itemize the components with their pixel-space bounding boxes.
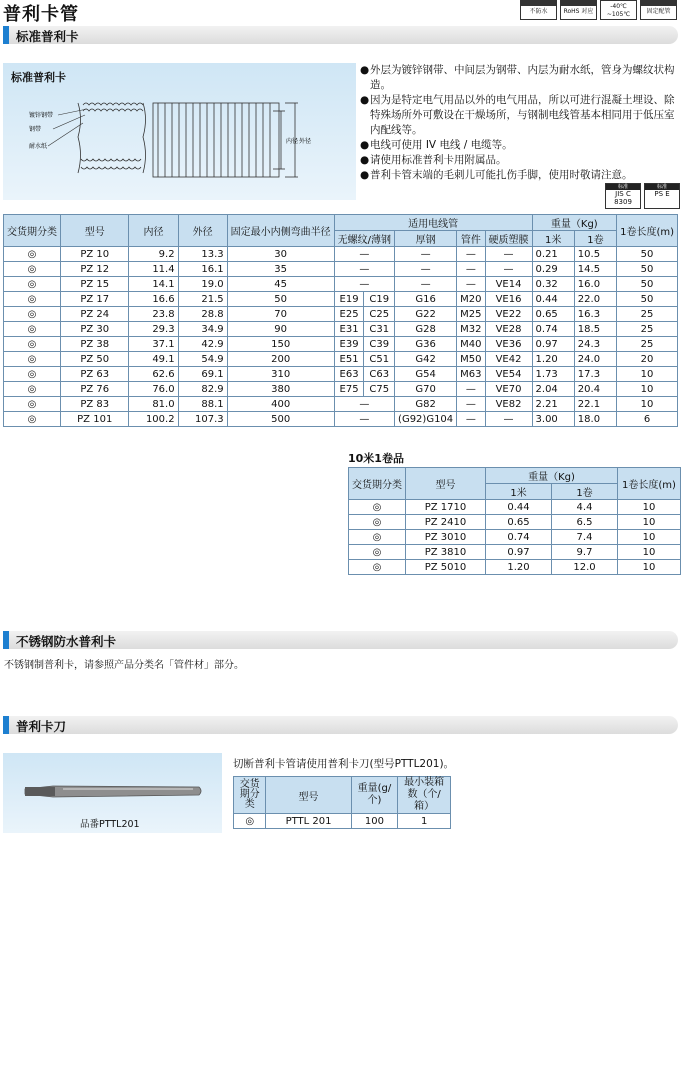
table-row xyxy=(4,247,678,262)
cell-inner: 9.2 xyxy=(129,247,178,262)
temperature-badge: -40℃ ~105℃ xyxy=(600,0,637,20)
note-item: ● 因为是特定电气用品以外的电气用品，所以可进行混凝土埋设、除特殊场所外可敷设在干燥场所，与钢制电线管基本相同用于低压室内配线等。 xyxy=(360,94,675,136)
cell-b: C31 xyxy=(364,322,395,337)
cell-radius: 380 xyxy=(227,382,334,397)
cell-a: — xyxy=(334,247,394,262)
cell-mark: ◎ xyxy=(349,560,406,575)
cell-wr: 12.0 xyxy=(552,560,618,575)
cell-mark: ◎ xyxy=(4,337,61,352)
cell-len: 50 xyxy=(617,277,678,292)
cell-w1: 0.32 xyxy=(532,277,574,292)
cell-len: 25 xyxy=(617,337,678,352)
cell-wr: 16.0 xyxy=(574,277,616,292)
cell-model: PZ 3010 xyxy=(406,530,486,545)
cutter-caption: 品番PTTL201 xyxy=(80,819,140,830)
cell-fitting: — xyxy=(457,412,485,427)
cell-model: PZ 83 xyxy=(61,397,129,412)
cutter-table: 交货期分类 型号 重量(g/个) 最小装箱数（个/箱） ◎ PTTL 201 100 1 xyxy=(233,776,451,829)
cell-pvc: — xyxy=(485,412,532,427)
cell-outer: 13.3 xyxy=(178,247,227,262)
cell-mark: ◎ xyxy=(4,292,61,307)
section-header-standard: 标准普利卡 xyxy=(3,26,678,44)
cell-radius: 500 xyxy=(227,412,334,427)
table-row xyxy=(349,500,681,515)
cell-outer: 88.1 xyxy=(178,397,227,412)
cell-w1: 0.97 xyxy=(532,337,574,352)
cell-w1: 0.74 xyxy=(486,530,552,545)
cell-wr: 14.5 xyxy=(574,262,616,277)
cell-radius: 45 xyxy=(227,277,334,292)
cell-outer: 54.9 xyxy=(178,352,227,367)
cell-radius: 400 xyxy=(227,397,334,412)
cell-w1: 0.97 xyxy=(486,545,552,560)
cell-w1: 2.04 xyxy=(532,382,574,397)
cell-mark: ◎ xyxy=(4,352,61,367)
label-inner-diameter: 内径 xyxy=(286,138,299,145)
cell-outer: 107.3 xyxy=(178,412,227,427)
cell-w1: 0.29 xyxy=(532,262,574,277)
page-title: 普利卡管 xyxy=(3,4,79,25)
cell-len: 10 xyxy=(618,500,681,515)
jis-badge: 标准 JIS C 8309 xyxy=(605,183,641,209)
cell-wr: 20.4 xyxy=(574,382,616,397)
cell-w1: 0.44 xyxy=(532,292,574,307)
cell-pvc: VE42 xyxy=(485,352,532,367)
cell-len: 10 xyxy=(618,545,681,560)
cell-a: E39 xyxy=(334,337,364,352)
label-galvanized-strip: 镀锌钢带 xyxy=(29,112,54,119)
cell-wr: 24.3 xyxy=(574,337,616,352)
cell-a: E63 xyxy=(334,367,364,382)
table-row xyxy=(349,515,681,530)
feature-notes xyxy=(360,63,680,183)
cell-w1: 0.74 xyxy=(532,322,574,337)
cell-a: E19 xyxy=(334,292,364,307)
cell-w1: 3.00 xyxy=(532,412,574,427)
cell-b: C51 xyxy=(364,352,395,367)
cell-inner: 100.2 xyxy=(129,412,178,427)
cell-pvc: — xyxy=(485,247,532,262)
cell-len: 50 xyxy=(617,262,678,277)
cell-wr: 4.4 xyxy=(552,500,618,515)
cell-fitting: — xyxy=(457,247,485,262)
cell-inner: 23.8 xyxy=(129,307,178,322)
cell-a: E75 xyxy=(334,382,364,397)
label-steel-strip: 钢带 xyxy=(29,126,42,133)
figure-caption: 标准普利卡 xyxy=(11,71,66,84)
cell-b: C25 xyxy=(364,307,395,322)
cell-thick: G54 xyxy=(395,367,457,382)
cell-wr: 9.7 xyxy=(552,545,618,560)
cell-mark: ◎ xyxy=(4,382,61,397)
cell-model: PZ 30 xyxy=(61,322,129,337)
cell-outer: 34.9 xyxy=(178,322,227,337)
cell-thick: G36 xyxy=(395,337,457,352)
cell-outer: 19.0 xyxy=(178,277,227,292)
cell-a: E51 xyxy=(334,352,364,367)
roll-table-caption: 10米1卷品 xyxy=(348,452,404,465)
cell-radius: 90 xyxy=(227,322,334,337)
cell-w1: 0.65 xyxy=(532,307,574,322)
cell-mark: ◎ xyxy=(4,322,61,337)
cell-len: 25 xyxy=(617,322,678,337)
cell-radius: 200 xyxy=(227,352,334,367)
cell-radius: 50 xyxy=(227,292,334,307)
cell-w1: 1.20 xyxy=(486,560,552,575)
cell-len: 10 xyxy=(618,515,681,530)
table-row xyxy=(4,397,678,412)
cell-thick: G22 xyxy=(395,307,457,322)
table-row xyxy=(4,277,678,292)
cell-thick: G70 xyxy=(395,382,457,397)
cell-fitting: — xyxy=(457,382,485,397)
cell-mark: ◎ xyxy=(4,277,61,292)
cell-mark: ◎ xyxy=(4,307,61,322)
cell-w1: 0.44 xyxy=(486,500,552,515)
cell-model: PZ 76 xyxy=(61,382,129,397)
cell-radius: 310 xyxy=(227,367,334,382)
cell-radius: 150 xyxy=(227,337,334,352)
cell-mark: ◎ xyxy=(4,262,61,277)
cell-model: PZ 38 xyxy=(61,337,129,352)
cell-model: PZ 5010 xyxy=(406,560,486,575)
cell-a: — xyxy=(334,277,394,292)
table-row xyxy=(4,262,678,277)
cell-outer: 16.1 xyxy=(178,262,227,277)
table-row xyxy=(4,352,678,367)
table-row xyxy=(4,382,678,397)
cell-w1: 0.21 xyxy=(532,247,574,262)
cell-pvc: VE36 xyxy=(485,337,532,352)
cell-mark: ◎ xyxy=(4,367,61,382)
table-row xyxy=(349,560,681,575)
cell-fitting: M40 xyxy=(457,337,485,352)
note-item: ● 电线可使用 IV 电线 / 电缆等。 xyxy=(360,139,513,151)
cell-mark: ◎ xyxy=(4,397,61,412)
cell-inner: 81.0 xyxy=(129,397,178,412)
cell-a: E31 xyxy=(334,322,364,337)
pse-badge: 标准 PS E xyxy=(644,183,680,209)
cell-inner: 37.1 xyxy=(129,337,178,352)
cell-outer: 28.8 xyxy=(178,307,227,322)
cell-thick: G16 xyxy=(395,292,457,307)
table-row xyxy=(4,307,678,322)
cell-thick: (G92)G104 xyxy=(395,412,457,427)
cell-mark: ◎ xyxy=(4,412,61,427)
cell-inner: 76.0 xyxy=(129,382,178,397)
cell-mark: ◎ xyxy=(4,247,61,262)
cell-pvc: VE54 xyxy=(485,367,532,382)
cell-a: E25 xyxy=(334,307,364,322)
cell-mark: ◎ xyxy=(349,515,406,530)
cutter-note: 切断普利卡管请使用普利卡刀(型号PTTL201)。 xyxy=(233,758,455,770)
fixed-piping-badge: 固定配管 xyxy=(640,0,677,20)
cell-radius: 70 xyxy=(227,307,334,322)
cell-fitting: M20 xyxy=(457,292,485,307)
cell-model: PZ 63 xyxy=(61,367,129,382)
cell-pvc: VE14 xyxy=(485,277,532,292)
cell-len: 25 xyxy=(617,307,678,322)
cutter-image xyxy=(3,753,222,833)
cell-inner: 14.1 xyxy=(129,277,178,292)
cell-pvc: VE70 xyxy=(485,382,532,397)
section-header-cutter: 普利卡刀 xyxy=(3,716,678,734)
rohs-badge: RoHS 对应 xyxy=(560,0,597,20)
cell-wr: 7.4 xyxy=(552,530,618,545)
cell-len: 10 xyxy=(617,382,678,397)
cell-fitting: — xyxy=(457,277,485,292)
spec-table: 交货期分类 型号 内径 外径 固定最小内侧弯曲半径 适用电线管 重量（Kg) 1卷长度(m) 无螺纹/薄钢 厚钢 管件 硬质塑膜 1米 1卷 ◎ PZ 10 9.2 13.3 30 — — — — 0.21 10.5 50 ◎ PZ 12 11.4 16.1 35 — — — — 0.29 14.5 50 ◎ PZ 15 14.1 19.0 45 — — — VE14 0.32 16.0 50 ◎ PZ 17 16.6 21.5 50 E19 C19 G16 M20 VE16 0.44 22.0 50 ◎ PZ 24 23.8 28.8 70 E25 C25 G22 M25 VE22 0.65 16.3 25 ◎ PZ 30 29.3 34.9 90 E31 C31 G28 M32 VE28 0.74 18.5 25 ◎ PZ 38 37.1 42.9 150 E39 C39 G36 M40 VE36 0.97 24.3 25 ◎ PZ 50 49.1 54.9 200 E51 C51 G42 M50 VE42 1.20 24.0 20 ◎ PZ 63 62.6 69.1 310 E63 C63 G54 M63 VE54 1.73 17.3 10 ◎ PZ 76 76.0 82.9 380 E75 C75 G70 — VE70 2.04 20.4 10 ◎ PZ 83 81.0 88.1 400 — G82 — VE82 2.21 22.1 10 ◎ PZ 101 100.2 107.3 500 — (G92)G104 — — 3.00 18.0 6 xyxy=(3,214,678,427)
cell-wr: 18.5 xyxy=(574,322,616,337)
cell-thick: G42 xyxy=(395,352,457,367)
standard-badges xyxy=(605,183,680,209)
cell-inner: 62.6 xyxy=(129,367,178,382)
label-waterproof-paper: 耐水纸 xyxy=(29,143,48,150)
note-item: ● 外层为镀锌钢带、中间层为钢带、内层为耐水纸，管身为螺纹状构造。 xyxy=(360,64,675,91)
note-item: ● 请使用标准普利卡用附属品。 xyxy=(360,154,507,166)
cell-thick: — xyxy=(395,277,457,292)
cell-a: — xyxy=(334,397,394,412)
cell-thick: — xyxy=(395,247,457,262)
table-row xyxy=(4,412,678,427)
cell-model: PZ 50 xyxy=(61,352,129,367)
waterproof-badge: 不防水 xyxy=(520,0,557,20)
cell-len: 10 xyxy=(617,367,678,382)
cell-w1: 0.65 xyxy=(486,515,552,530)
cell-len: 50 xyxy=(617,247,678,262)
cell-a: — xyxy=(334,412,394,427)
cell-radius: 35 xyxy=(227,262,334,277)
cell-thick: G82 xyxy=(395,397,457,412)
cell-pvc: VE22 xyxy=(485,307,532,322)
cell-len: 20 xyxy=(617,352,678,367)
table-row xyxy=(349,545,681,560)
cell-model: PZ 10 xyxy=(61,247,129,262)
section-header-stainless: 不锈钢防水普利卡 xyxy=(3,631,678,649)
cell-wr: 10.5 xyxy=(574,247,616,262)
cell-inner: 29.3 xyxy=(129,322,178,337)
cell-wr: 24.0 xyxy=(574,352,616,367)
cell-radius: 30 xyxy=(227,247,334,262)
cell-pvc: — xyxy=(485,262,532,277)
cell-outer: 82.9 xyxy=(178,382,227,397)
cell-outer: 42.9 xyxy=(178,337,227,352)
cell-len: 10 xyxy=(618,560,681,575)
conduit-structure-figure xyxy=(3,63,356,200)
cell-mark: ◎ xyxy=(349,530,406,545)
cell-thick: G28 xyxy=(395,322,457,337)
cell-model: PZ 3810 xyxy=(406,545,486,560)
cell-wr: 16.3 xyxy=(574,307,616,322)
cell-w1: 2.21 xyxy=(532,397,574,412)
cell-pvc: VE82 xyxy=(485,397,532,412)
cell-b: C39 xyxy=(364,337,395,352)
note-item: ● 普利卡管末端的毛刺儿可能扎伤手脚，使用时敬请注意。 xyxy=(360,169,633,181)
conduit-diagram xyxy=(3,63,356,200)
cell-b: C19 xyxy=(364,292,395,307)
cell-len: 10 xyxy=(618,530,681,545)
cell-inner: 11.4 xyxy=(129,262,178,277)
cell-wr: 6.5 xyxy=(552,515,618,530)
cell-model: PZ 15 xyxy=(61,277,129,292)
table-row xyxy=(4,367,678,382)
cell-b: C63 xyxy=(364,367,395,382)
cell-model: PZ 1710 xyxy=(406,500,486,515)
cell-pvc: VE16 xyxy=(485,292,532,307)
cell-fitting: M50 xyxy=(457,352,485,367)
table-row xyxy=(349,530,681,545)
cell-fitting: — xyxy=(457,397,485,412)
cell-model: PZ 17 xyxy=(61,292,129,307)
cell-wr: 22.1 xyxy=(574,397,616,412)
cell-len: 6 xyxy=(617,412,678,427)
cell-pvc: VE28 xyxy=(485,322,532,337)
cell-fitting: — xyxy=(457,262,485,277)
cell-a: — xyxy=(334,262,394,277)
roll-table: 交货期分类 型号 重量（Kg) 1卷长度(m) 1米 1卷 ◎ PZ 1710 0.44 4.4 10 ◎ PZ 2410 0.65 6.5 10 ◎ PZ 3010 0.74 7.4 10 ◎ PZ 3810 0.97 9.7 10 ◎ PZ 5010 1.20 12.0 10 xyxy=(348,467,681,575)
spec-badges xyxy=(520,0,677,20)
cell-thick: — xyxy=(395,262,457,277)
cell-wr: 22.0 xyxy=(574,292,616,307)
cell-fitting: M63 xyxy=(457,367,485,382)
cell-len: 50 xyxy=(617,292,678,307)
cell-inner: 49.1 xyxy=(129,352,178,367)
label-outer-diameter: 外径 xyxy=(299,138,312,145)
cell-outer: 21.5 xyxy=(178,292,227,307)
table-row: ◎ PTTL 201 100 1 xyxy=(234,814,451,829)
table-row xyxy=(4,337,678,352)
cell-b: C75 xyxy=(364,382,395,397)
cell-len: 10 xyxy=(617,397,678,412)
cell-mark: ◎ xyxy=(349,500,406,515)
stainless-note: 不锈钢制普利卡，请参照产品分类名「管件材」部分。 xyxy=(4,660,244,671)
cell-fitting: M32 xyxy=(457,322,485,337)
cell-wr: 17.3 xyxy=(574,367,616,382)
cell-wr: 18.0 xyxy=(574,412,616,427)
cell-model: PZ 101 xyxy=(61,412,129,427)
cell-model: PZ 24 xyxy=(61,307,129,322)
cell-model: PZ 2410 xyxy=(406,515,486,530)
cell-inner: 16.6 xyxy=(129,292,178,307)
cell-w1: 1.73 xyxy=(532,367,574,382)
cell-mark: ◎ xyxy=(349,545,406,560)
cell-outer: 69.1 xyxy=(178,367,227,382)
cell-fitting: M25 xyxy=(457,307,485,322)
table-row xyxy=(4,292,678,307)
cell-w1: 1.20 xyxy=(532,352,574,367)
table-row xyxy=(4,322,678,337)
cell-model: PZ 12 xyxy=(61,262,129,277)
